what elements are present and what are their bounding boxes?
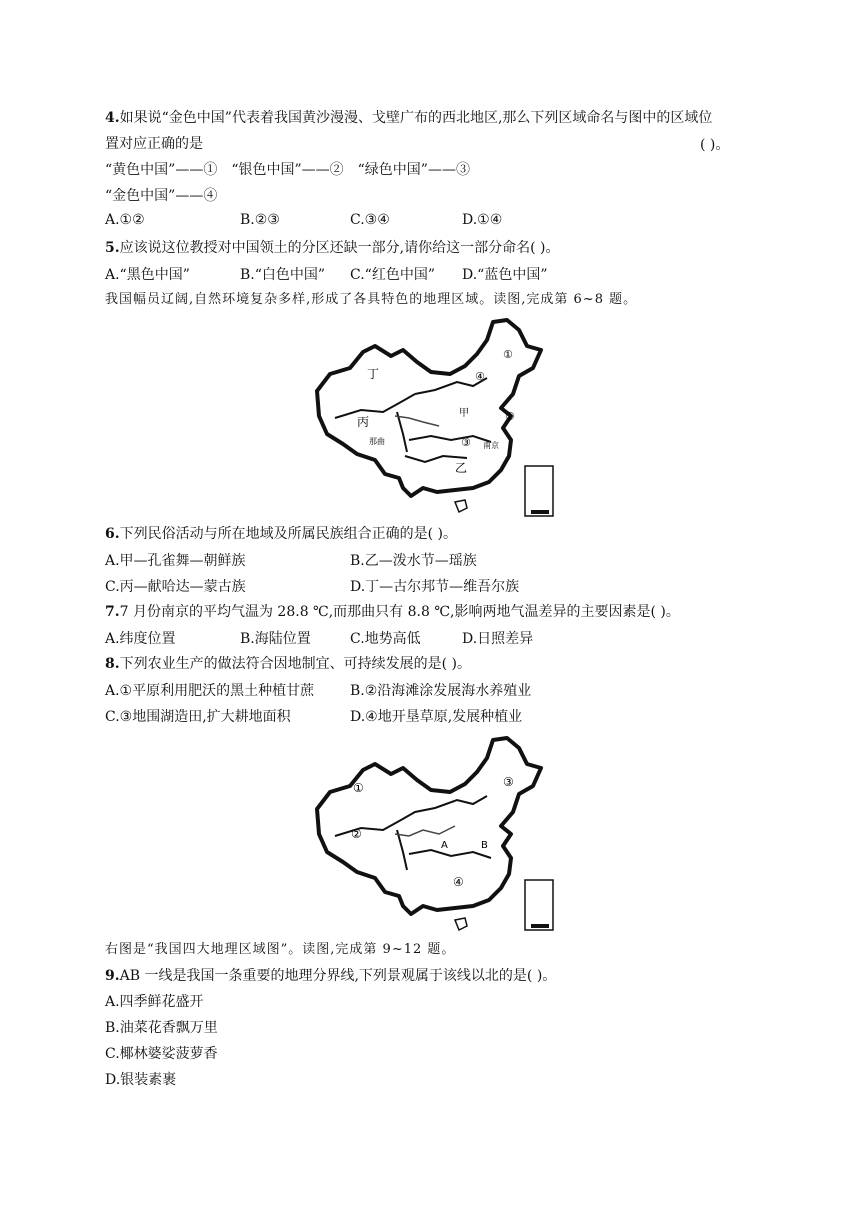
- q6-option-b: B.乙—泼水节—瑶族: [350, 553, 477, 569]
- q7-option-d: D.日照差异: [462, 631, 534, 647]
- q7-option-c: C.地势高低: [350, 631, 421, 647]
- label-circle-2: ②: [505, 410, 515, 423]
- intro-9-12: 右图是“我国四大地理区域图”。读图,完成第 9~12 题。: [105, 942, 456, 957]
- label-region-2: ②: [351, 827, 362, 841]
- label-region-3: ③: [503, 775, 514, 789]
- q4-number: 4.: [105, 110, 120, 126]
- label-yi: 乙: [455, 461, 468, 475]
- q8-option-d: D.④地开垦草原,发展种植业: [350, 709, 523, 725]
- q8-number: 8.: [105, 656, 120, 672]
- label-jia: 甲: [459, 408, 469, 419]
- q8-option-a: A.①平原利用肥沃的黑土种植甘蔗: [105, 683, 315, 699]
- label-circle-4: ④: [475, 370, 485, 383]
- label-circle-3: ③: [461, 436, 471, 449]
- q9-number: 9.: [105, 968, 120, 984]
- label-nanjing: 南京: [483, 441, 499, 450]
- intro-6-8: 我国幅员辽阔,自然环境复杂多样,形成了各具特色的地理区域。读图,完成第 6~8 题。: [105, 292, 638, 307]
- q9-option-d: D.银装素裹: [105, 1072, 177, 1088]
- q6-option-c: C.丙—献哈达—蒙古族: [105, 579, 246, 595]
- label-naqu: 那曲: [369, 437, 385, 446]
- q4-pairs-line2: “金色中国”——④: [105, 188, 218, 204]
- q4-stem-line2: [105, 134, 203, 154]
- hainan-island-2: [455, 918, 467, 930]
- q9-option-a: A.四季鲜花盛开: [105, 994, 204, 1010]
- label-point-a: A: [441, 840, 448, 851]
- q4-answer-paren: ( )。: [700, 137, 730, 153]
- q8-option-c: C.③地围湖造田,扩大耕地面积: [105, 709, 291, 725]
- q7-text: 7 月份南京的平均气温为 28.8 ℃,而那曲只有 8.8 ℃,影响两地气温差异的主要因素是( )。: [119, 604, 680, 620]
- q4-text-line2: 置对应正确的是: [105, 136, 203, 152]
- q9-option-c: C.椰林婆娑菠萝香: [105, 1046, 218, 1062]
- q6-option-a: A.甲—孔雀舞—朝鲜族: [105, 553, 246, 569]
- q5-option-a: A.“黑色中国”: [105, 267, 190, 283]
- q7-option-a: A.纬度位置: [105, 631, 176, 647]
- china-outline-2: [317, 738, 541, 914]
- q4-option-d: D.①④: [462, 212, 503, 228]
- q5-number: 5.: [105, 240, 120, 256]
- q7-number: 7.: [105, 604, 120, 620]
- q5-option-c: C.“红色中国”: [350, 267, 435, 283]
- q4-option-a: A.①②: [105, 212, 145, 228]
- q8-stem: [105, 654, 471, 674]
- label-bing: 丙: [357, 415, 370, 429]
- q5-stem: [105, 238, 559, 258]
- q6-number: 6.: [105, 526, 120, 542]
- south-sea-inset: [525, 466, 553, 516]
- label-region-1: ①: [353, 781, 364, 795]
- q5-text: 应该说这位教授对中国领土的分区还缺一部分,请你给这一部分命名( )。: [119, 240, 560, 256]
- china-map-2: [305, 734, 560, 932]
- q6-stem: [105, 524, 457, 544]
- q8-text: 下列农业生产的做法符合因地制宜、可持续发展的是( )。: [119, 656, 471, 672]
- q7-option-b: B.海陆位置: [240, 631, 311, 647]
- q5-option-d: D.“蓝色中国”: [462, 267, 548, 283]
- q4-option-c: C.③④: [350, 212, 390, 228]
- q9-stem: [105, 966, 556, 986]
- south-sea-inset-2: [525, 880, 553, 930]
- china-map-1: [305, 316, 560, 521]
- label-circle-1: ①: [503, 348, 513, 361]
- q5-option-b: B.“白色中国”: [240, 267, 326, 283]
- china-outline: [317, 320, 541, 496]
- q4-text-line1: 如果说“金色中国”代表着我国黄沙漫漫、戈壁广布的西北地区,那么下列区域命名与图中的区域位: [119, 110, 713, 126]
- q9-option-b: B.油菜花香飘万里: [105, 1020, 218, 1036]
- q4-pairs-line1: “黄色中国”——① “银色中国”——② “绿色中国”——③: [105, 162, 470, 178]
- label-ding: 丁: [367, 367, 380, 381]
- q7-stem: [105, 602, 680, 622]
- q4-option-b: B.②③: [240, 212, 280, 228]
- label-region-4: ④: [453, 875, 464, 889]
- q4-stem-line1: [105, 108, 712, 128]
- q6-text: 下列民俗活动与所在地域及所属民族组合正确的是( )。: [119, 526, 457, 542]
- label-point-b: B: [481, 840, 488, 851]
- hainan-island: [455, 500, 467, 512]
- q6-option-d: D.丁—古尔邦节—维吾尔族: [350, 579, 520, 595]
- q8-option-b: B.②沿海滩涂发展海水养殖业: [350, 683, 532, 699]
- q9-text: AB 一线是我国一条重要的地理分界线,下列景观属于该线以北的是( )。: [119, 968, 557, 984]
